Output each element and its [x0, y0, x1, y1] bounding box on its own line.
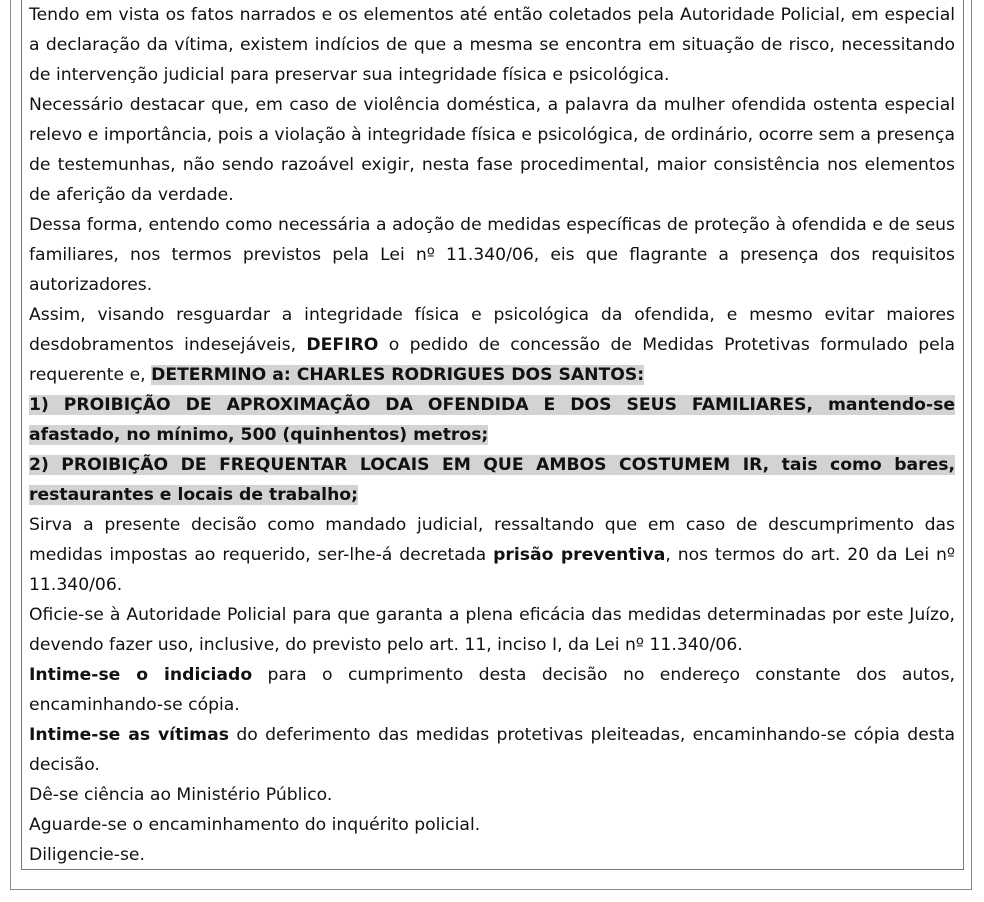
- paragraph-victim-word: Necessário destacar que, em caso de violência doméstica, a palavra da mulher ofendida ostenta especial relevo e importância, pois a violação à integridade física e psicológica, de ordinário, ocorre sem a presença de testemunhas, não sendo razoável exigir, nesta fase procedimental, maior consistência nos elementos de aferição da verdade.: [29, 95, 955, 205]
- preventive-arrest-label: prisão preventiva: [493, 545, 666, 565]
- deferment-middle: o pedido de concessão de Medidas Protetivas formulado pela requerente e,: [29, 335, 955, 385]
- notify-indicted-label: Intime-se o indiciado: [29, 665, 253, 685]
- paragraph-diligence: Diligencie-se.: [29, 845, 145, 865]
- determination-highlight: DETERMINO a: CHARLES RODRIGUES DOS SANTOS:: [151, 365, 645, 385]
- paragraph-notify-victims: [29, 720, 955, 780]
- paragraph-await-inquiry: Aguarde-se o encaminhamento do inquérito policial.: [29, 815, 481, 835]
- paragraph-notify-indicted: [29, 660, 955, 720]
- notify-victims-label: Intime-se as vítimas: [29, 725, 229, 745]
- paragraph-public-ministry: Dê-se ciência ao Ministério Público.: [29, 785, 333, 805]
- notify-victims-rest: do deferimento das medidas protetivas pleiteadas, encaminhando-se cópia desta decisão.: [29, 725, 956, 775]
- warrant-end: , nos termos do art. 20 da Lei nº 11.340/06.: [29, 545, 956, 595]
- decision-text: [29, 0, 955, 870]
- measure-item-2-text: 2) PROIBIÇÃO DE FREQUENTAR LOCAIS EM QUE AMBOS COSTUMEM IR, tais como bares, restaurantes e locais de trabalho;: [29, 455, 955, 505]
- warrant-intro: Sirva a presente decisão como mandado judicial, ressaltando que em caso de descumprimento das medidas impostas ao requerido, ser-lhe-á decretada: [29, 515, 955, 565]
- paragraph-risk: Tendo em vista os fatos narrados e os elementos até então coletados pela Autoridade Policial, em especial a declaração da vítima, existem indícios de que a mesma se encontra em situação de risco, necessitando de intervenção judicial para preservar sua integridade física e psicológica.: [29, 5, 955, 85]
- notify-indicted-rest: para o cumprimento desta decisão no endereço constante dos autos, encaminhando-se cópia.: [29, 665, 955, 715]
- deferment-intro: Assim, visando resguardar a integridade física e psicológica da ofendida, e mesmo evitar maiores desdobramentos indesejáveis,: [29, 305, 955, 355]
- paragraph-protection-measures: Dessa forma, entendo como necessária a adoção de medidas específicas de proteção à ofendida e de seus familiares, nos termos previstos pela Lei nº 11.340/06, eis que flagrante a presença dos requisitos autorizadores.: [29, 215, 955, 295]
- measure-item-2: [29, 450, 955, 510]
- paragraph-police-office: Oficie-se à Autoridade Policial para que garanta a plena eficácia das medidas determinadas por este Juízo, devendo fazer uso, inclusive, do previsto pelo art. 11, inciso I, da Lei nº 11.340/06.: [29, 605, 955, 655]
- defiro-label: DEFIRO: [306, 335, 379, 355]
- paragraph-deferment: [29, 300, 955, 390]
- paragraph-judicial-warrant: [29, 510, 955, 600]
- measure-item-1-text: 1) PROIBIÇÃO DE APROXIMAÇÃO DA OFENDIDA E DOS SEUS FAMILIARES, mantendo-se afastado, no mínimo, 500 (quinhentos) metros;: [29, 395, 955, 445]
- measure-item-1: [29, 390, 955, 450]
